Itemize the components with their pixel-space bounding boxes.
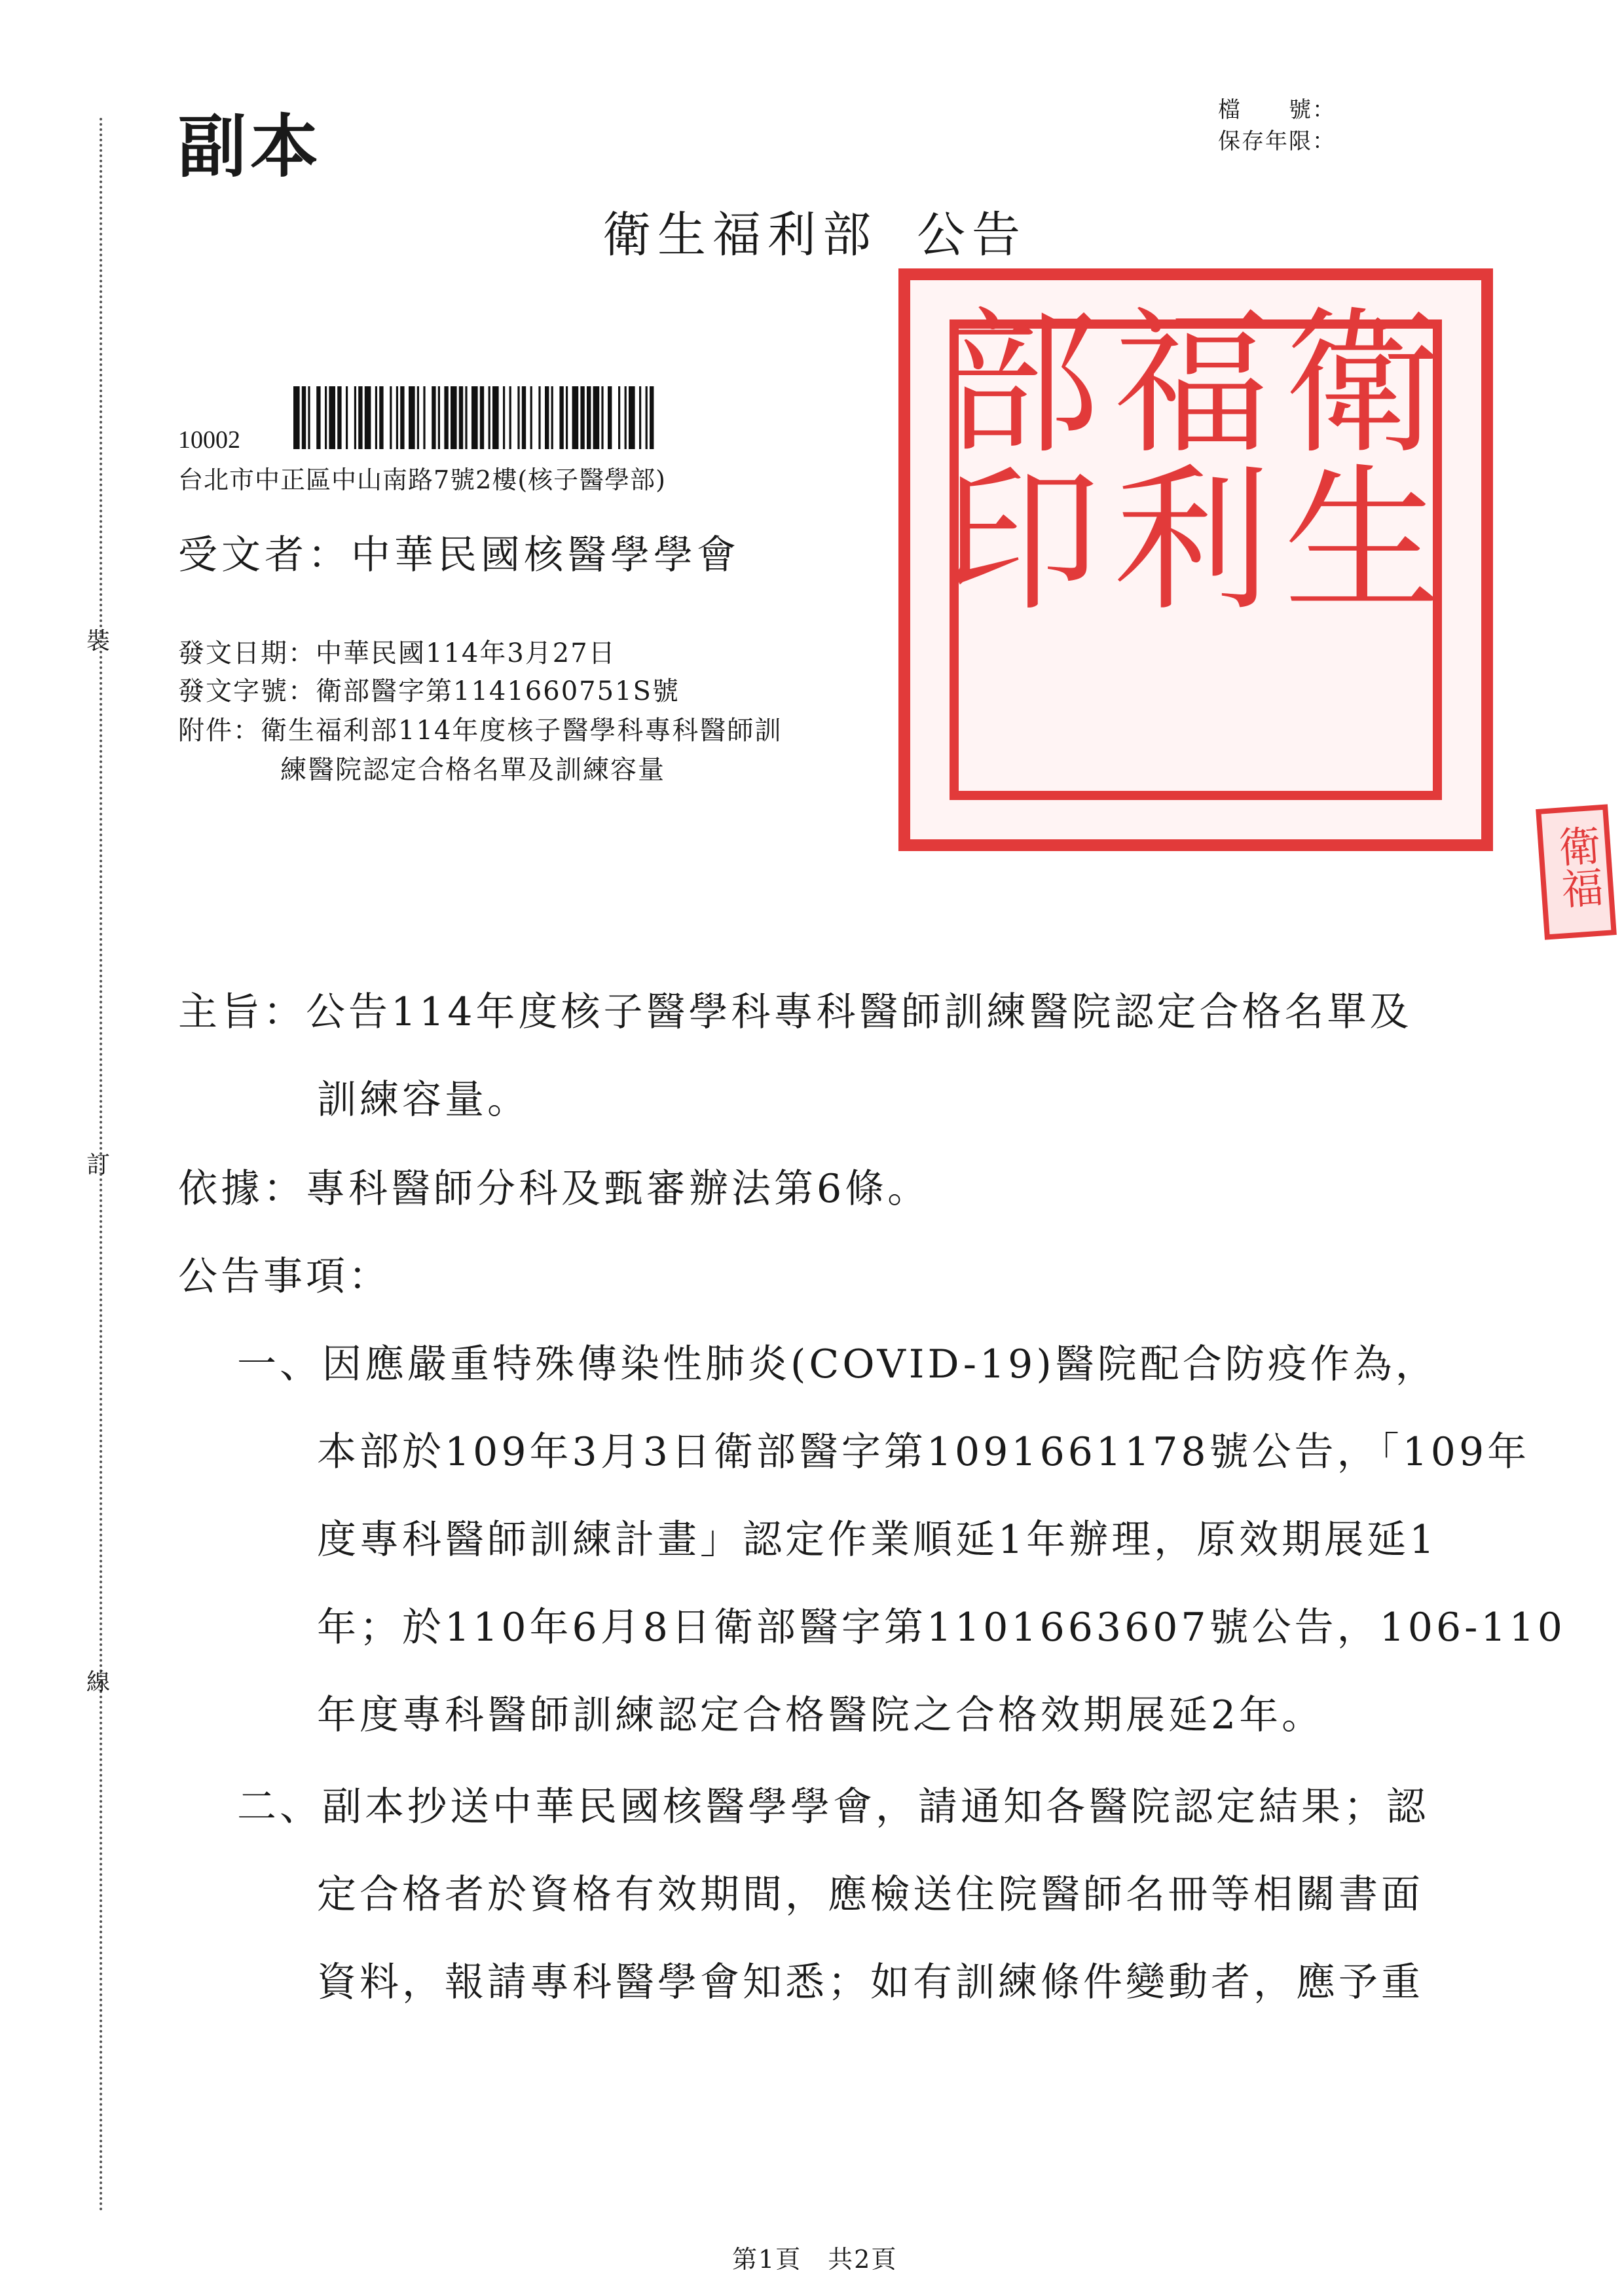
subject-line-1: 主旨：公告114年度核子醫學科專科醫師訓練醫院認定合格名單及 <box>178 989 1412 1035</box>
copy-mark: 副本 <box>178 106 323 187</box>
attachment-line-2: 練醫院認定合格名單及訓練容量 <box>280 755 665 785</box>
recipient: 受文者：中華民國核醫學學會 <box>178 532 740 578</box>
seal-text-right: 衛生 <box>1257 300 1441 614</box>
sender-zip: 10002 <box>178 426 240 454</box>
binding-mark-top: 裝 <box>86 628 111 655</box>
binding-mark-middle: 訂 <box>86 1152 111 1178</box>
item-1-line-3: 度專科醫師訓練計畫」認定作業順延1年辦理，原效期展延1 <box>317 1517 1438 1563</box>
document-type: 公告 <box>917 207 1027 263</box>
official-seal <box>898 268 1493 851</box>
basis: 依據：專科醫師分科及甄審辦法第6條。 <box>178 1166 931 1212</box>
items-heading: 公告事項： <box>178 1254 391 1300</box>
page-number: 第1頁 共2頁 <box>732 2245 898 2274</box>
small-seal-text: 衛福 <box>1550 823 1604 911</box>
item-1-line-4: 年；於110年6月8日衛部醫字第1101663607號公告，106-110 <box>317 1605 1566 1650</box>
binding-mark-bottom: 線 <box>86 1669 111 1696</box>
item-2-line-2: 定合格者於資格有效期間，應檢送住院醫師名冊等相關書面 <box>317 1872 1424 1918</box>
file-number-label: 檔 號： <box>1218 97 1336 123</box>
reference-number: 發文字號：衛部醫字第1141660751S號 <box>178 676 680 706</box>
subject-line-2: 訓練容量。 <box>317 1077 530 1123</box>
item-2-line-1: 二、副本抄送中華民國核醫學學會，請通知各醫院認定結果；認 <box>237 1784 1429 1830</box>
sender-address: 台北市中正區中山南路7號2樓(核子醫學部) <box>178 465 667 494</box>
retention-period-label: 保存年限： <box>1218 128 1336 155</box>
item-1-line-5: 年度專科醫師訓練認定合格醫院之合格效期展延2年。 <box>317 1692 1325 1738</box>
issue-date: 發文日期：中華民國114年3月27日 <box>178 638 616 668</box>
seal-text-middle: 福利 <box>1087 300 1270 614</box>
item-2-line-3: 資料，報請專科醫學會知悉；如有訓練條件變動者，應予重 <box>317 1959 1424 2005</box>
seal-text-left: 部印 <box>917 300 1100 614</box>
document-title <box>602 196 1027 266</box>
small-seal <box>1536 804 1617 939</box>
item-1-line-1: 一、因應嚴重特殊傳染性肺炎(COVID-19)醫院配合防疫作為， <box>237 1341 1438 1387</box>
attachment-line-1: 附件：衛生福利部114年度核子醫學科專科醫師訓 <box>178 716 783 746</box>
item-1-line-2: 本部於109年3月3日衛部醫字第1091661178號公告，「109年 <box>317 1429 1530 1475</box>
barcode <box>293 386 707 449</box>
issuer-name: 衛生福利部 <box>602 207 877 263</box>
